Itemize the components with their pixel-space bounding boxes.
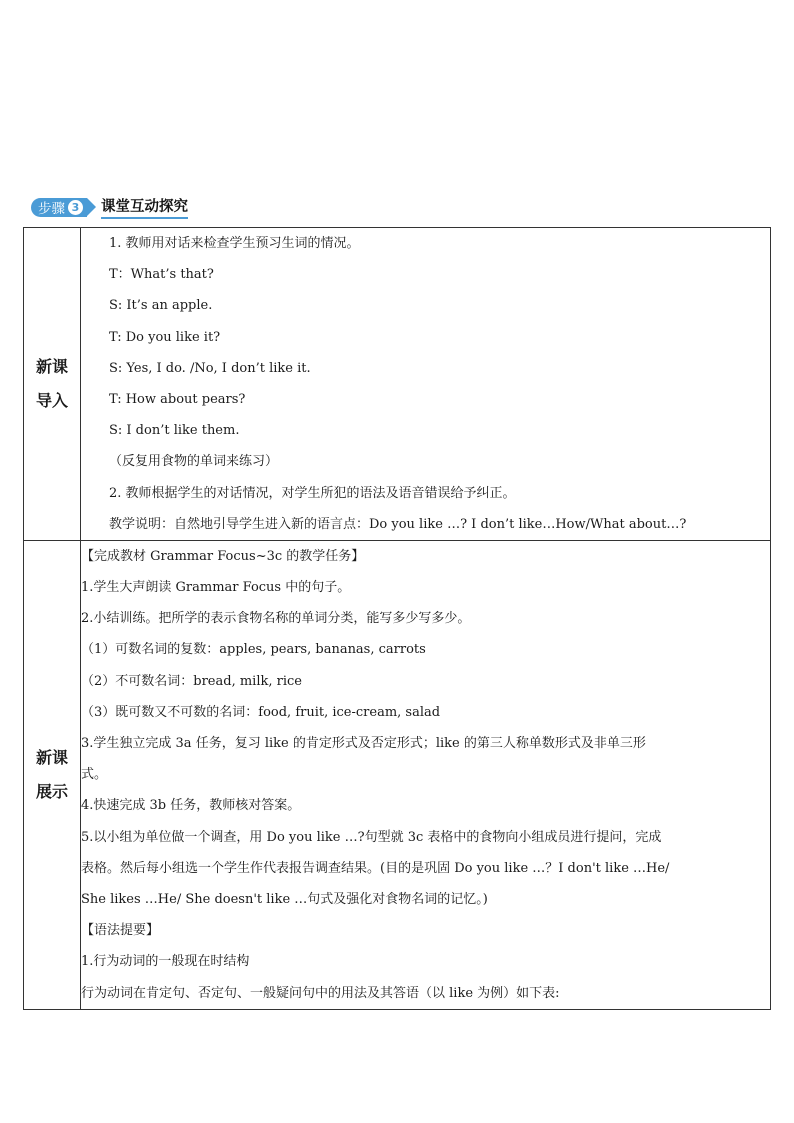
step-badge: [31, 198, 87, 217]
text-line: S: It’s an apple.: [109, 298, 213, 314]
text-line: 【完成教材 Grammar Focus~3c 的教学任务】: [81, 548, 365, 564]
text-line: 1.学生大声朗读 Grammar Focus 中的句子。: [81, 580, 351, 596]
section-title: 课堂互动探究: [101, 195, 188, 219]
text-line: 表格。然后每小组选一个学生作代表报告调查结果。(目的是巩固 Do you like …？I don't like …He/: [81, 860, 670, 876]
row-label-line: 展示: [35, 781, 68, 801]
text-line: 行为动词在肯定句、否定句、一般疑问句中的用法及其答语（以 like 为例）如下表:: [81, 985, 560, 1001]
step-number: 3: [68, 200, 83, 215]
text-line: T: Do you like it?: [109, 329, 221, 345]
row-label: [24, 540, 81, 1009]
table-row-presentation: [24, 540, 771, 1009]
text-line: 【语法提要】: [81, 923, 160, 939]
text-line: 教学说明：自然地引导学生进入新的语言点：Do you like …? I don’t like…How/What about…?: [109, 516, 687, 532]
text-line: 1.行为动词的一般现在时结构: [81, 954, 250, 970]
text-line: S: Yes, I do. /No, I don’t like it.: [109, 360, 311, 376]
text-line: （反复用食物的单词来练习）: [109, 454, 279, 470]
text-line: （1）可数名词的复数：apples, pears, bananas, carrots: [81, 642, 426, 658]
text-line: She likes …He/ She doesn't like …句式及强化对食物名词的记忆。): [81, 891, 488, 907]
step-label: 步骤: [38, 201, 65, 217]
table-row-intro: [24, 228, 771, 541]
text-line: （3）既可数又不可数的名词：food, fruit, ice-cream, salad: [81, 704, 441, 720]
text-line: T: How about pears?: [109, 391, 246, 407]
row-content: [81, 228, 771, 541]
row-label-line: 导入: [35, 390, 68, 410]
text-line: T：What’s that?: [109, 267, 214, 283]
text-line: 4.快速完成 3b 任务，教师核对答案。: [81, 798, 301, 814]
text-line: 2.小结训练。把所学的表示食物名称的单词分类，能写多少写多少。: [81, 611, 471, 627]
text-line: （2）不可数名词：bread, milk, rice: [81, 673, 302, 689]
text-line: 3.学生独立完成 3a 任务，复习 like 的肯定形式及否定形式；like 的第三人称单数形式及非单三形: [81, 736, 646, 751]
row-label-line: 新课: [35, 356, 68, 376]
text-line: 1. 教师用对话来检查学生预习生词的情况。: [109, 236, 360, 251]
row-content: [81, 540, 771, 1009]
step-header: [31, 196, 188, 218]
lesson-table: [23, 227, 771, 1010]
text-line: 式。: [81, 767, 108, 783]
text-line: S: I don’t like them.: [109, 423, 240, 439]
row-label-line: 新课: [35, 747, 68, 767]
text-line: 2. 教师根据学生的对话情况，对学生所犯的语法及语音错误给予纠正。: [109, 485, 516, 501]
text-line: 5.以小组为单位做一个调查，用 Do you like …?句型就 3c 表格中的食物向小组成员进行提问，完成: [81, 829, 662, 845]
row-label: [24, 228, 81, 541]
